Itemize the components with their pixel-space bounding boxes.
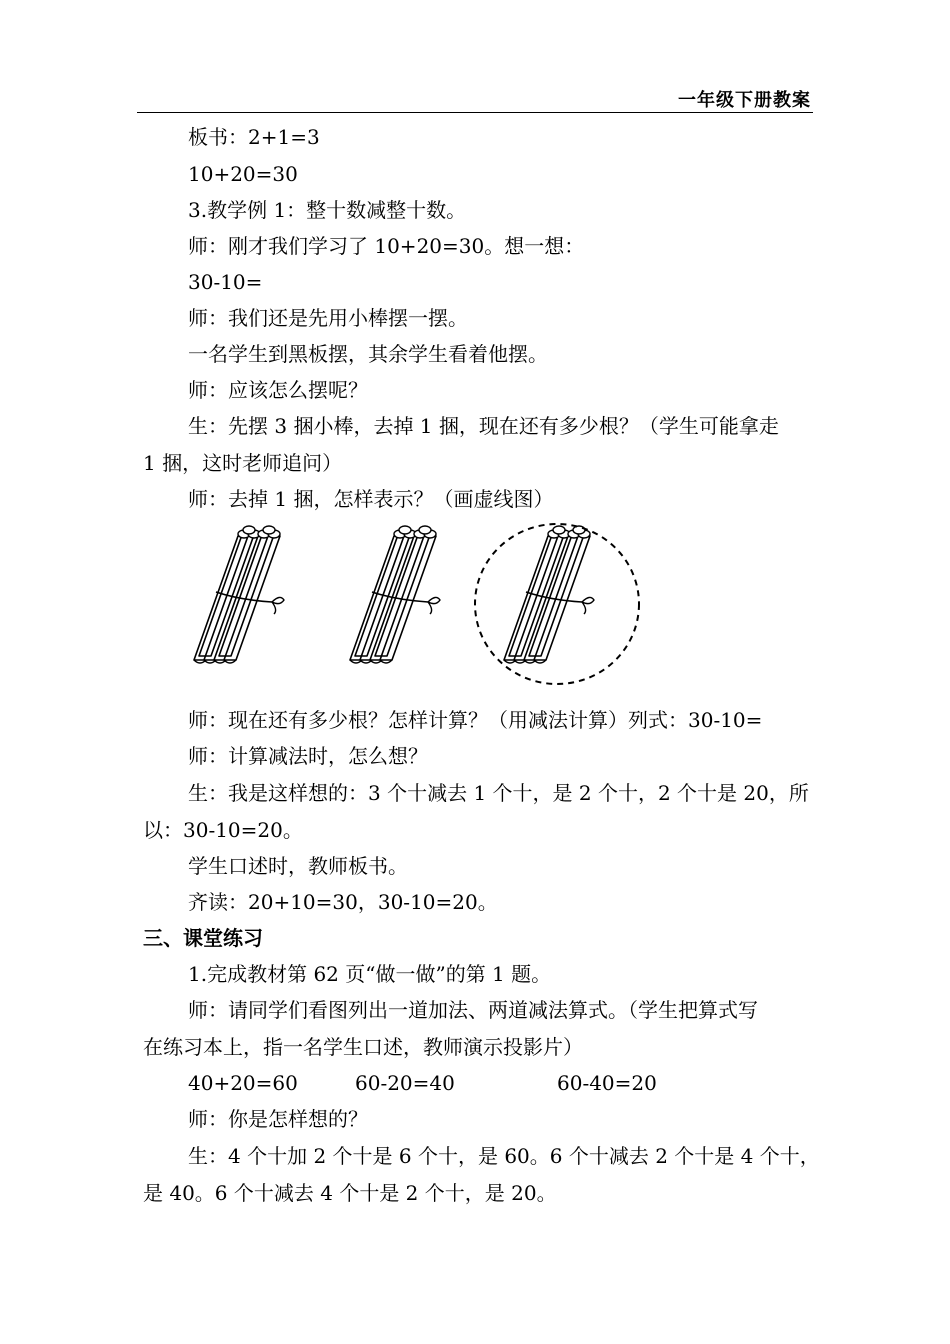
equation: 60-40=20 [557, 1071, 657, 1095]
equation: 60-20=40 [355, 1071, 455, 1095]
text-line: 师：请同学们看图列出一道加法、两道减法算式。（学生把算式写 [188, 998, 758, 1022]
text-line: 生：先摆 3 捆小棒，去掉 1 捆，现在还有多少根？（学生可能拿走 [188, 414, 779, 438]
stick-bundle [504, 526, 594, 663]
header-title: 一年级下册教案 [678, 90, 811, 111]
stick-bundles-figure [180, 520, 660, 690]
text-line: 1.完成教材第 62 页“做一做”的第 1 题。 [188, 962, 552, 986]
text-line: 是 40。6 个十减去 4 个十是 2 个十，是 20。 [143, 1181, 557, 1205]
text-line: 10+20=30 [188, 162, 298, 186]
text-line: 板书：2+1=3 [188, 125, 320, 149]
text-line: 师：现在还有多少根？怎样计算？（用减法计算）列式：30-10= [188, 708, 763, 732]
page-header [137, 86, 813, 113]
text-line: 一名学生到黑板摆，其余学生看着他摆。 [188, 342, 548, 366]
text-line: 以：30-10=20。 [143, 818, 303, 842]
stick-bundle [350, 526, 440, 663]
text-line: 师：计算减法时，怎么想？ [188, 744, 428, 768]
text-line: 师：去掉 1 捆，怎样表示？（画虚线图） [188, 487, 554, 511]
text-line: 30-10= [188, 270, 263, 294]
text-line: 齐读：20+10=30，30-10=20。 [188, 890, 498, 914]
text-line: 生：我是这样想的：3 个十减去 1 个十，是 2 个十，2 个十是 20，所 [188, 781, 809, 805]
section-heading: 三、课堂练习 [143, 926, 263, 950]
stick-bundle [194, 526, 284, 663]
text-line: 3.教学例 1：整十数减整十数。 [188, 198, 467, 222]
text-line: 在练习本上，指一名学生口述，教师演示投影片） [143, 1035, 583, 1059]
equation: 40+20=60 [188, 1071, 298, 1095]
text-line: 1 捆，这时老师追问） [143, 451, 343, 475]
text-line: 师：应该怎么摆呢？ [188, 378, 368, 402]
text-line: 师：我们还是先用小棒摆一摆。 [188, 306, 468, 330]
text-line: 学生口述时，教师板书。 [188, 854, 408, 878]
text-line: 生：4 个十加 2 个十是 6 个十，是 60。6 个十减去 2 个十是 4 个十， [188, 1144, 820, 1168]
text-line: 师：刚才我们学习了 10+20=30。想一想： [188, 234, 585, 258]
text-line: 师：你是怎样想的？ [188, 1107, 368, 1131]
